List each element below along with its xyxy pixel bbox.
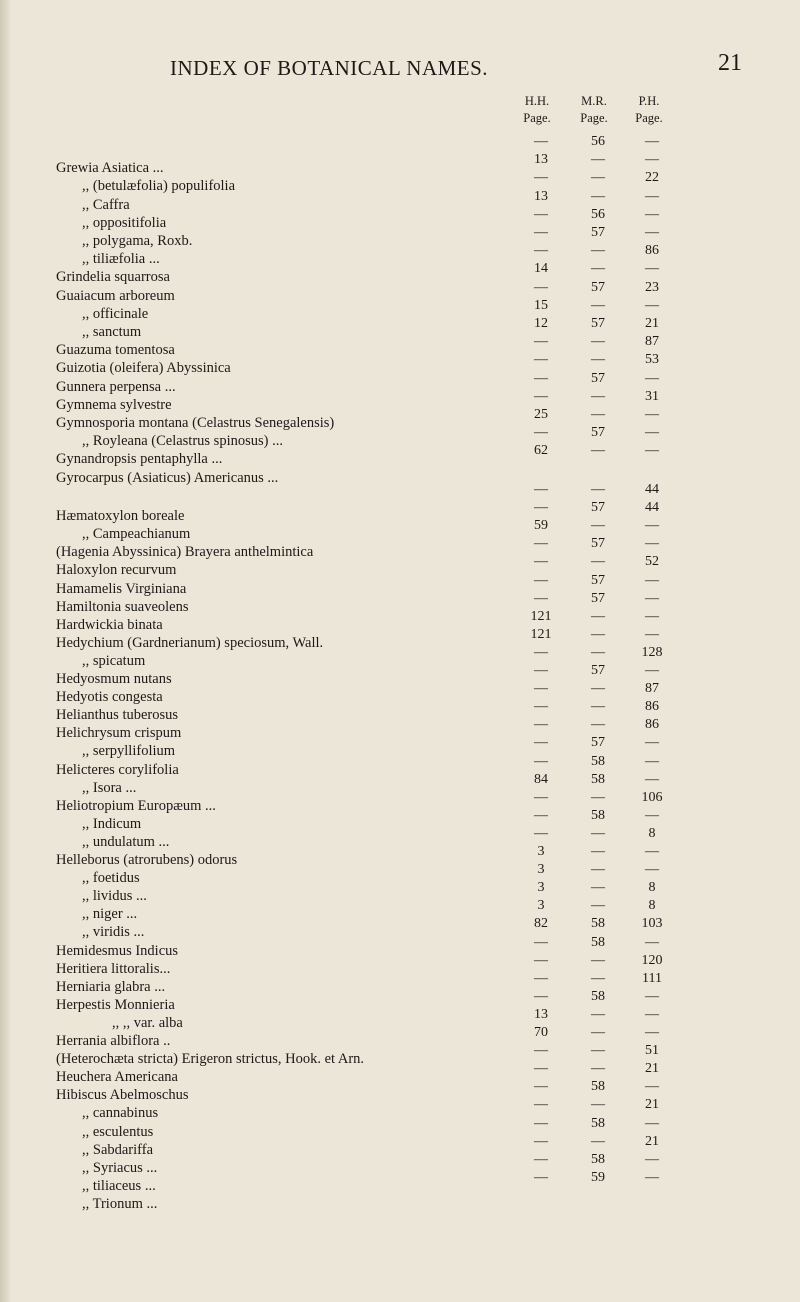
page-ref-hh: — xyxy=(534,500,548,516)
page-ref-hh: — xyxy=(534,554,548,570)
page-ref-ph: — xyxy=(645,225,659,240)
page-ref-hh: 3 xyxy=(537,898,545,914)
page-ref-ph: 8 xyxy=(648,898,656,914)
page-ref-hh: 62 xyxy=(534,443,548,459)
page-ref-hh: 70 xyxy=(534,1025,548,1040)
page-ref-hh: — xyxy=(534,170,548,186)
page-ref-ph: 86 xyxy=(645,717,659,733)
page-ref-mr: 58 xyxy=(591,1115,605,1131)
page-ref-hh: — xyxy=(534,699,548,715)
page-ref-hh: 84 xyxy=(534,771,548,787)
page-ref-hh: 82 xyxy=(534,916,548,932)
page-ref-mr: — xyxy=(591,1097,605,1113)
page-ref-mr: 57 xyxy=(591,590,605,606)
entry-name: Herpestis Monnieria xyxy=(56,996,175,1013)
page-ref-ph: 86 xyxy=(645,243,659,259)
page-ref-mr: — xyxy=(591,554,605,570)
index-entry xyxy=(56,442,800,468)
index-entry xyxy=(56,572,800,597)
page-ref-mr: 58 xyxy=(591,1079,605,1095)
entry-name: Gunnera perpensa ... xyxy=(56,378,176,395)
column-abbr: M.R. xyxy=(581,94,607,108)
entry-name: Helicteres corylifolia xyxy=(56,761,179,778)
entry-name: Herniaria glabra ... xyxy=(56,978,166,995)
index-entry xyxy=(56,1078,800,1104)
page-ref-hh: 12 xyxy=(534,316,548,331)
page-ref-ph: 44 xyxy=(645,482,659,497)
entry-name: ,, serpyllifolium xyxy=(82,743,176,760)
entry-name: ,, cannabinus xyxy=(82,1105,159,1122)
column-abbr: H.H. xyxy=(524,94,550,108)
entry-name: Hedyotis congesta xyxy=(56,689,163,706)
page-ref-ph: — xyxy=(645,1025,659,1040)
page-ref-hh: 121 xyxy=(530,608,552,624)
page-ref-hh: — xyxy=(534,225,548,240)
page-ref-ph: — xyxy=(645,807,659,823)
index-entry xyxy=(56,461,800,486)
page-ref-ph: — xyxy=(645,572,659,588)
page-ref-ph: 44 xyxy=(645,500,659,516)
page-ref-ph: — xyxy=(645,1006,659,1022)
page-ref-ph: — xyxy=(645,206,659,222)
page-ref-hh: — xyxy=(534,590,548,606)
page-ref-ph: 22 xyxy=(645,170,659,186)
page-ref-ph: — xyxy=(645,1079,659,1095)
page-ref-hh: 121 xyxy=(530,626,552,642)
entry-name: ,, polygama, Roxb. xyxy=(82,233,193,249)
index-entry xyxy=(56,807,800,832)
page-ref-mr: — xyxy=(591,789,605,805)
entry-name: (Heterochæta stricta) Erigeron strictus, Hook. et Arn. xyxy=(56,1051,365,1068)
page-ref-hh: — xyxy=(534,681,548,697)
page-ref-mr: — xyxy=(591,352,605,368)
entry-name: ,, oppositifolia xyxy=(82,214,167,231)
page-ref-mr: 57 xyxy=(591,500,605,516)
page-ref-hh: 15 xyxy=(534,297,548,313)
entry-name: Haloxylon recurvum xyxy=(56,562,177,579)
index-entry xyxy=(56,224,800,249)
index-entry xyxy=(56,897,800,923)
index-entry xyxy=(56,260,800,286)
entry-name: ,, tiliæfolia ... xyxy=(82,251,160,268)
page-ref-mr: — xyxy=(591,518,605,534)
entry-name: ,, Syriacus ... xyxy=(82,1159,158,1176)
entry-name: ,, undulatum ... xyxy=(82,833,170,850)
index-entry xyxy=(56,716,800,742)
page-ref-ph: 51 xyxy=(645,1043,659,1059)
page-ref-hh: — xyxy=(534,1097,548,1113)
index-entry xyxy=(56,843,800,868)
page-ref-mr: 56 xyxy=(591,134,605,149)
page-ref-hh: — xyxy=(534,988,548,1004)
entry-name: ,, Sabdariffa xyxy=(82,1141,153,1158)
entry-name: Gyrocarpus (Asiaticus) Americanus ... xyxy=(56,469,279,486)
page-ref-mr: — xyxy=(591,681,605,697)
index-entry xyxy=(56,934,800,959)
index-entry xyxy=(56,499,800,525)
index-entry xyxy=(56,590,800,615)
page-ref-mr: — xyxy=(591,388,605,404)
page-ref-ph: 111 xyxy=(642,970,662,986)
page-ref-mr: — xyxy=(591,188,605,204)
page-ref-mr: 57 xyxy=(591,279,605,295)
column-header-ph xyxy=(624,93,674,127)
page-ref-ph: — xyxy=(645,443,659,459)
entry-name: ,, lividus ... xyxy=(82,888,147,905)
page-ref-ph: 21 xyxy=(645,1097,659,1113)
page-ref-ph: 106 xyxy=(641,789,663,805)
page-ref-hh: — xyxy=(534,536,548,552)
page-ref-mr: — xyxy=(591,152,605,168)
page-ref-mr: — xyxy=(591,970,605,986)
page-ref-mr: — xyxy=(591,1043,605,1059)
entry-name: Helichrysum crispum xyxy=(56,725,182,742)
entry-name: Hardwickia binata xyxy=(56,616,163,633)
page-ref-ph: — xyxy=(645,261,659,277)
index-entry xyxy=(56,789,800,814)
entry-name: ,, Caffra xyxy=(82,196,130,213)
index-entry xyxy=(56,680,800,706)
page-ref-hh: — xyxy=(534,370,548,386)
page-ref-mr: — xyxy=(591,844,605,859)
index-entry xyxy=(56,151,800,177)
page-ref-ph: — xyxy=(645,590,659,606)
page-ref-ph: — xyxy=(645,1169,659,1185)
index-entry xyxy=(56,424,800,450)
entry-name: ,, niger ... xyxy=(82,906,138,923)
page-ref-hh: — xyxy=(534,279,548,295)
page-ref-hh: 14 xyxy=(534,261,548,277)
index-entry xyxy=(56,133,800,151)
entry-name: Gynandropsis pentaphylla ... xyxy=(56,451,223,468)
page-ref-ph: — xyxy=(645,735,659,751)
index-entry xyxy=(56,988,800,1013)
page-ref-ph: — xyxy=(645,536,659,552)
index-entry xyxy=(56,1187,800,1212)
column-header-mr xyxy=(569,93,619,127)
page-ref-mr: — xyxy=(591,699,605,715)
page-ref-mr: 57 xyxy=(591,735,605,751)
entry-name: Hæmatoxylon boreale xyxy=(56,508,185,525)
page-ref-hh: — xyxy=(534,970,548,986)
page-ref-ph: — xyxy=(645,663,659,678)
entry-name: Grindelia squarrosa xyxy=(56,269,170,286)
entry-name: Guazuma tomentosa xyxy=(56,342,175,359)
page-ref-ph: — xyxy=(645,1115,659,1131)
page-ref-ph: 8 xyxy=(648,880,656,896)
page-ref-ph: — xyxy=(645,862,659,878)
page-ref-ph: 31 xyxy=(645,388,659,404)
page-ref-ph: 8 xyxy=(648,825,656,841)
page-ref-hh: — xyxy=(534,717,548,733)
page-ref-mr: — xyxy=(591,243,605,259)
page-ref-hh: — xyxy=(534,1169,548,1185)
page-ref-hh: — xyxy=(534,789,548,805)
page-ref-mr: — xyxy=(591,1025,605,1040)
index-entry xyxy=(56,952,800,977)
page-ref-hh: — xyxy=(534,352,548,368)
page-ref-hh: — xyxy=(534,825,548,841)
index-entry xyxy=(56,1169,800,1194)
index-entry xyxy=(56,315,800,340)
page-ref-ph: — xyxy=(645,407,659,422)
page-ref-hh: — xyxy=(534,735,548,751)
index-entry xyxy=(56,242,800,268)
page-ref-ph: — xyxy=(645,934,659,950)
index-entry xyxy=(56,279,800,304)
index-entry xyxy=(56,1151,800,1176)
page-ref-ph: 53 xyxy=(645,352,659,368)
entry-name: ,, (betulæfolia) populifolia xyxy=(82,178,236,195)
index-entry xyxy=(56,970,800,995)
page-ref-ph: 23 xyxy=(645,279,659,295)
page-ref-mr: 58 xyxy=(591,934,605,950)
page-ref-hh: 25 xyxy=(534,407,548,422)
page-ref-mr: — xyxy=(591,898,605,914)
page-ref-ph: 120 xyxy=(641,952,663,968)
page-ref-mr: — xyxy=(591,1061,605,1077)
page-ref-ph: — xyxy=(645,626,659,642)
page-ref-ph: — xyxy=(645,297,659,313)
entry-name: ,, spicatum xyxy=(82,652,146,669)
page-ref-hh: — xyxy=(534,1061,548,1077)
page-ref-ph: — xyxy=(645,425,659,441)
page-ref-hh: — xyxy=(534,134,548,149)
index-entry xyxy=(56,481,800,499)
page-ref-ph: — xyxy=(645,518,659,534)
page-ref-hh: — xyxy=(534,388,548,404)
page-ref-mr: 57 xyxy=(591,370,605,386)
index-entry xyxy=(56,825,800,850)
page-ref-hh: — xyxy=(534,934,548,950)
index-entry xyxy=(56,535,800,561)
page-ref-mr: — xyxy=(591,170,605,186)
page-ref-mr: — xyxy=(591,482,605,497)
page-ref-mr: — xyxy=(591,862,605,878)
page-ref-hh: — xyxy=(534,1079,548,1095)
page-ref-ph: 87 xyxy=(645,334,659,350)
page-ref-mr: — xyxy=(591,626,605,642)
page-ref-hh: — xyxy=(534,425,548,441)
index-entry xyxy=(56,351,800,377)
page-ref-hh: 3 xyxy=(537,880,545,896)
page-ref-hh: — xyxy=(534,1133,548,1149)
page-ref-hh: 59 xyxy=(534,518,548,534)
page-ref-ph: — xyxy=(645,188,659,204)
page-ref-ph: 87 xyxy=(645,681,659,697)
page-ref-mr: 57 xyxy=(591,225,605,240)
entry-name: Guaiacum arboreum xyxy=(56,287,175,304)
entry-name: Heuchera Americana xyxy=(56,1069,178,1086)
page-ref-mr: — xyxy=(591,825,605,841)
entry-name: ,, tiliaceus ... xyxy=(82,1177,156,1194)
page-ref-mr: 58 xyxy=(591,807,605,823)
index-entry xyxy=(56,370,800,395)
page-ref-mr: 59 xyxy=(591,1169,605,1185)
column-abbr: P.H. xyxy=(638,94,660,108)
column-label: Page. xyxy=(580,111,608,125)
entry-name: ,, ,, var. alba xyxy=(112,1014,183,1031)
page-ref-mr: — xyxy=(591,952,605,968)
page-ref-mr: — xyxy=(591,443,605,459)
entry-name: ,, sanctum xyxy=(82,324,142,340)
index-entry xyxy=(56,771,800,796)
page-ref-hh: — xyxy=(534,663,548,678)
entry-name: Hedychium (Gardnerianum) speciosum, Wall. xyxy=(56,634,324,651)
entry-name: Helleborus (atrorubens) odorus xyxy=(56,852,238,868)
page-ref-mr: — xyxy=(591,297,605,313)
entry-name: Hedyosmum nutans xyxy=(56,671,172,687)
page-ref-ph: 86 xyxy=(645,699,659,715)
entry-name: Helianthus tuberosus xyxy=(56,707,179,724)
entry-name: Gymnosporia montana (Celastrus Senegalensis) xyxy=(56,415,335,431)
page-ref-mr: 56 xyxy=(591,206,605,222)
index-entry xyxy=(56,206,800,231)
entry-name: ,, Indicum xyxy=(82,815,142,832)
page-ref-hh: — xyxy=(534,1151,548,1167)
page-ref-ph: — xyxy=(645,1151,659,1167)
entry-name: Hemidesmus Indicus xyxy=(56,942,179,959)
page-ref-hh: — xyxy=(534,334,548,350)
index-entry xyxy=(56,753,800,778)
page-ref-mr: — xyxy=(591,1133,605,1149)
column-label: Page. xyxy=(523,111,551,125)
entry-name: ,, Trionum ... xyxy=(82,1195,158,1212)
page-ref-hh: — xyxy=(534,807,548,823)
page-ref-mr: 58 xyxy=(591,916,605,932)
index-entry xyxy=(56,406,800,431)
page-ref-ph: — xyxy=(645,988,659,1004)
page-ref-mr: 57 xyxy=(591,572,605,588)
entry-name: Hamiltonia suaveolens xyxy=(56,598,189,615)
entry-name: (Hagenia Abyssinica) Brayera anthelmintica xyxy=(56,544,314,561)
entry-name: ,, officinale xyxy=(82,305,149,322)
page-ref-ph: — xyxy=(645,370,659,386)
page-ref-ph: 103 xyxy=(641,916,663,932)
page-ref-mr: — xyxy=(591,880,605,896)
page-ref-hh: 3 xyxy=(537,862,545,878)
page-ref-mr: 57 xyxy=(591,425,605,441)
index-entry xyxy=(56,388,800,413)
page-ref-mr: — xyxy=(591,261,605,277)
index-entry xyxy=(56,1024,800,1049)
entry-name: Grewia Asiatica ... xyxy=(56,160,164,177)
index-entry xyxy=(56,1060,800,1086)
index-entry xyxy=(56,915,800,941)
page-ref-hh: 3 xyxy=(537,844,545,859)
index-entry xyxy=(56,1115,800,1140)
page-ref-mr: — xyxy=(591,608,605,624)
index-entry xyxy=(56,333,800,359)
entry-name: ,, foetidus xyxy=(82,870,140,887)
page-ref-hh: — xyxy=(534,644,548,660)
page-ref-hh: 13 xyxy=(534,1006,548,1022)
entry-name: Heritiera littoralis... xyxy=(56,960,171,977)
index-entry xyxy=(56,1006,800,1031)
page-ref-mr: 58 xyxy=(591,771,605,787)
index-entry xyxy=(56,626,800,651)
index-entry xyxy=(56,861,800,887)
index-entry xyxy=(56,1042,800,1068)
page-ref-ph: 21 xyxy=(645,316,659,331)
page-ref-ph: — xyxy=(645,844,659,859)
entry-name: Gymnema sylvestre xyxy=(56,396,172,413)
entry-name: Heliotropium Europæum ... xyxy=(56,797,216,814)
page-ref-mr: — xyxy=(591,334,605,350)
page-ref-mr: — xyxy=(591,717,605,733)
page-ref-mr: 57 xyxy=(591,536,605,552)
entry-name: ,, esculentus xyxy=(82,1123,154,1140)
page-ref-ph: 21 xyxy=(645,1061,659,1077)
page-ref-ph: — xyxy=(645,608,659,624)
page-ref-hh: — xyxy=(534,572,548,588)
entry-name: Herrania albiflora .. xyxy=(56,1033,171,1049)
index-entry xyxy=(56,169,800,195)
entry-name: Hibiscus Abelmoschus xyxy=(56,1087,189,1104)
page-ref-hh: 13 xyxy=(534,152,548,168)
index-entry xyxy=(56,1133,800,1158)
page-ref-hh: — xyxy=(534,1043,548,1059)
page-ref-ph: — xyxy=(645,771,659,787)
index-entry xyxy=(56,698,800,724)
page-ref-hh: 13 xyxy=(534,188,548,204)
page-binding-edge xyxy=(0,0,10,1302)
page-ref-mr: — xyxy=(591,644,605,660)
page-ref-ph: — xyxy=(645,134,659,149)
column-header-hh xyxy=(512,93,562,127)
index-entry xyxy=(56,662,800,687)
page-ref-hh: — xyxy=(534,243,548,259)
page-ref-hh: — xyxy=(534,952,548,968)
entry-name: Hamamelis Virginiana xyxy=(56,580,187,597)
index-entry xyxy=(56,297,800,322)
page-ref-mr: — xyxy=(591,1006,605,1022)
page-ref-hh: — xyxy=(534,753,548,769)
page-ref-mr: 58 xyxy=(591,753,605,769)
index-entry xyxy=(56,734,800,760)
column-label: Page. xyxy=(635,111,663,125)
page-ref-hh: — xyxy=(534,482,548,497)
index-entry xyxy=(56,879,800,905)
page-ref-ph: 52 xyxy=(645,554,659,570)
index-entry xyxy=(56,644,800,669)
page-ref-mr: — xyxy=(591,407,605,422)
entry-name: ,, Isora ... xyxy=(82,779,137,796)
index-entry xyxy=(56,517,800,543)
page-ref-mr: 58 xyxy=(591,1151,605,1167)
entry-name: ,, Royleana (Celastrus spinosus) ... xyxy=(82,433,283,450)
page-ref-hh: — xyxy=(534,206,548,222)
index-entry xyxy=(56,1096,800,1122)
index-entry xyxy=(56,553,800,579)
entry-name: ,, Campeachianum xyxy=(82,526,191,543)
index-entry xyxy=(56,608,800,633)
index-entry xyxy=(56,188,800,213)
page-ref-ph: 21 xyxy=(645,1133,659,1149)
page-ref-ph: — xyxy=(645,152,659,168)
page-ref-mr: 57 xyxy=(591,663,605,678)
entry-name: ,, viridis ... xyxy=(82,924,145,941)
entry-name: Guizotia (oleifera) Abyssinica xyxy=(56,360,231,377)
page-number: 21 xyxy=(718,50,742,76)
page-ref-mr: 57 xyxy=(591,316,605,331)
page-ref-ph: 128 xyxy=(641,644,663,660)
page-ref-mr: 58 xyxy=(591,988,605,1004)
page-title: INDEX OF BOTANICAL NAMES. xyxy=(170,56,489,80)
page-ref-ph: — xyxy=(645,753,659,769)
page-ref-hh: — xyxy=(534,1115,548,1131)
